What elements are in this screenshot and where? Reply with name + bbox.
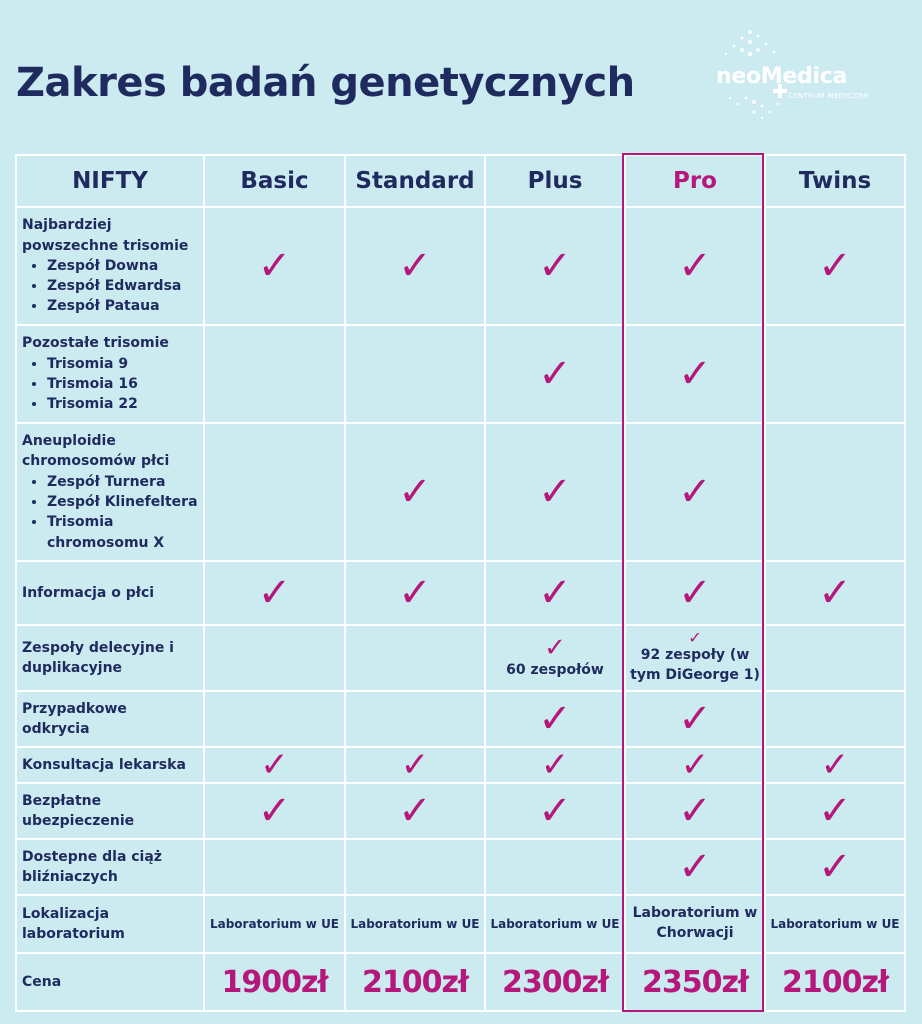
cell-standard	[345, 625, 485, 691]
row-label: Zespoły delecyjne i duplikacyjne	[16, 625, 204, 691]
cell-basic	[204, 783, 345, 839]
table-row	[16, 625, 905, 691]
cell-twins	[765, 625, 905, 691]
check-icon: ✓	[680, 745, 710, 785]
check-icon: ✓	[678, 788, 712, 834]
cell-pro	[625, 783, 765, 839]
check-icon: ✓	[540, 745, 570, 785]
list-item: • Trisomia 9	[47, 354, 199, 374]
cell-twins	[765, 747, 905, 783]
row-label: Pozostałe trisomie • Trisomia 9 • Trismoia 16 • Trisomia 22	[16, 325, 204, 423]
table-row	[16, 747, 905, 783]
comparison-table	[15, 154, 906, 1012]
trisomy-list	[22, 354, 199, 415]
page-title: Zakres badań genetycznych	[16, 60, 635, 106]
price: 1900zł	[221, 964, 328, 1000]
sex-chromosome-list	[22, 472, 199, 553]
cell-pro	[625, 423, 765, 561]
row-label: Konsultacja lekarska	[16, 747, 204, 783]
list-item: • Trismoia 16	[47, 374, 199, 394]
list-item: • Zespół Klinefeltera	[47, 492, 199, 512]
cell-plus	[485, 423, 625, 561]
check-icon: ✓	[398, 243, 432, 289]
cell-plus: Laboratorium w UE	[485, 895, 625, 953]
check-icon: ✓	[538, 351, 572, 397]
logo-subtitle: CENTRUM MEDYCZNE	[788, 92, 869, 100]
check-icon: ✓	[538, 696, 572, 742]
cell-plus	[485, 325, 625, 423]
table-row	[16, 325, 905, 423]
cell-pro	[625, 325, 765, 423]
cell-twins: Laboratorium w UE	[765, 895, 905, 953]
check-icon: ✓	[538, 570, 572, 616]
cell-standard	[345, 839, 485, 895]
table-row	[16, 839, 905, 895]
cell-pro	[625, 953, 765, 1011]
header-plus: Plus	[485, 155, 625, 207]
cell-twins	[765, 325, 905, 423]
cell-basic	[204, 207, 345, 325]
check-icon: ✓	[544, 633, 566, 664]
check-icon: ✓	[678, 243, 712, 289]
cell-basic	[204, 953, 345, 1011]
cell-standard	[345, 953, 485, 1011]
check-icon: ✓	[538, 243, 572, 289]
header-twins: Twins	[765, 155, 905, 207]
cell-basic	[204, 691, 345, 747]
cell-basic: Laboratorium w UE	[204, 895, 345, 953]
header-basic: Basic	[204, 155, 345, 207]
check-icon: ✓	[398, 469, 432, 515]
check-icon: ✓	[400, 745, 430, 785]
cell-twins	[765, 783, 905, 839]
cell-twins	[765, 691, 905, 747]
check-icon: ✓	[678, 351, 712, 397]
check-icon: ✓	[678, 696, 712, 742]
price: 2100zł	[361, 964, 469, 1000]
check-icon: ✓	[688, 628, 702, 648]
check-icon: ✓	[257, 243, 292, 289]
price: 2350zł	[641, 964, 749, 1000]
table-row	[16, 895, 905, 953]
cell-pro	[625, 625, 765, 691]
cell-twins	[765, 207, 905, 325]
cell-basic	[204, 423, 345, 561]
check-icon: ✓	[678, 469, 712, 515]
check-icon: ✓	[257, 788, 292, 834]
cell-standard	[345, 561, 485, 625]
cell-basic	[204, 561, 345, 625]
price: 2100zł	[781, 964, 889, 1000]
check-icon: ✓	[820, 745, 850, 785]
list-item: • Zespół Turnera	[47, 472, 199, 492]
check-icon: ✓	[398, 788, 432, 834]
cell-plus	[485, 207, 625, 325]
cell-basic	[204, 747, 345, 783]
cell-plus	[485, 783, 625, 839]
cell-plus	[485, 625, 625, 691]
check-icon: ✓	[818, 243, 852, 289]
row-label: Najbardziej powszechne trisomie • Zespół Downa • Zespół Edwardsa • Zespół Pataua	[16, 207, 204, 325]
table-row	[16, 423, 905, 561]
cell-twins	[765, 561, 905, 625]
list-item: • Trisomia 22	[47, 394, 199, 414]
cell-standard	[345, 691, 485, 747]
row-label: Cena	[16, 953, 204, 1011]
header-pro: Pro	[625, 155, 765, 207]
table-row	[16, 561, 905, 625]
check-icon: ✓	[257, 570, 292, 616]
table-row	[16, 207, 905, 325]
neomedica-logo	[712, 26, 902, 126]
cell-pro	[625, 207, 765, 325]
row-label: Bezpłatne ubezpieczenie	[16, 783, 204, 839]
check-icon: ✓	[538, 469, 572, 515]
cell-standard	[345, 207, 485, 325]
row-label: Lokalizacja laboratorium	[16, 895, 204, 953]
cell-standard	[345, 423, 485, 561]
cell-twins	[765, 423, 905, 561]
row-label: Informacja o płci	[16, 561, 204, 625]
cell-plus	[485, 747, 625, 783]
row-label: Aneuploidie chromosomów płci • Zespół Turnera • Zespół Klinefeltera • Trisomia chromosomu X	[16, 423, 204, 561]
cell-standard	[345, 783, 485, 839]
cell-twins	[765, 953, 905, 1011]
check-icon: ✓	[678, 570, 712, 616]
cell-plus	[485, 561, 625, 625]
header-row	[16, 155, 905, 207]
cell-twins	[765, 839, 905, 895]
row-label: Przypadkowe odkrycia	[16, 691, 204, 747]
cell-standard	[345, 325, 485, 423]
check-icon: ✓	[398, 570, 432, 616]
check-icon: ✓	[818, 570, 852, 616]
cell-pro	[625, 839, 765, 895]
cell-pro	[625, 561, 765, 625]
logo-name: neoMedica	[716, 64, 847, 89]
row-label: Dostepne dla ciąż bliźniaczych	[16, 839, 204, 895]
cell-standard	[345, 747, 485, 783]
cell-standard: Laboratorium w UE	[345, 895, 485, 953]
table-row	[16, 783, 905, 839]
header-nifty: NIFTY	[16, 155, 204, 207]
cell-basic	[204, 625, 345, 691]
cell-pro	[625, 747, 765, 783]
table-row	[16, 953, 905, 1011]
header-standard: Standard	[345, 155, 485, 207]
list-item: • Zespół Downa	[47, 256, 199, 276]
cell-basic	[204, 325, 345, 423]
check-icon: ✓	[818, 788, 852, 834]
list-item: • Zespół Edwardsa	[47, 276, 199, 296]
check-icon: ✓	[818, 844, 852, 890]
cell-pro	[625, 691, 765, 747]
cell-plus	[485, 691, 625, 747]
cell-basic	[204, 839, 345, 895]
check-icon: ✓	[538, 788, 572, 834]
cell-plus	[485, 953, 625, 1011]
pro-deletion-note: 92 zespoły (w tym DiGeorge 1)	[630, 647, 760, 683]
check-icon: ✓	[260, 745, 289, 785]
cell-plus	[485, 839, 625, 895]
cell-pro: Laboratorium w Chorwacji	[625, 895, 765, 953]
check-icon: ✓	[678, 844, 712, 890]
list-item: • Zespół Pataua	[47, 296, 199, 316]
plus-deletion-note: 60 zespołów	[506, 662, 604, 679]
trisomy-list	[22, 256, 199, 317]
list-item: • Trisomia chromosomu X	[47, 512, 199, 553]
table-row	[16, 691, 905, 747]
price: 2300zł	[501, 964, 609, 1000]
